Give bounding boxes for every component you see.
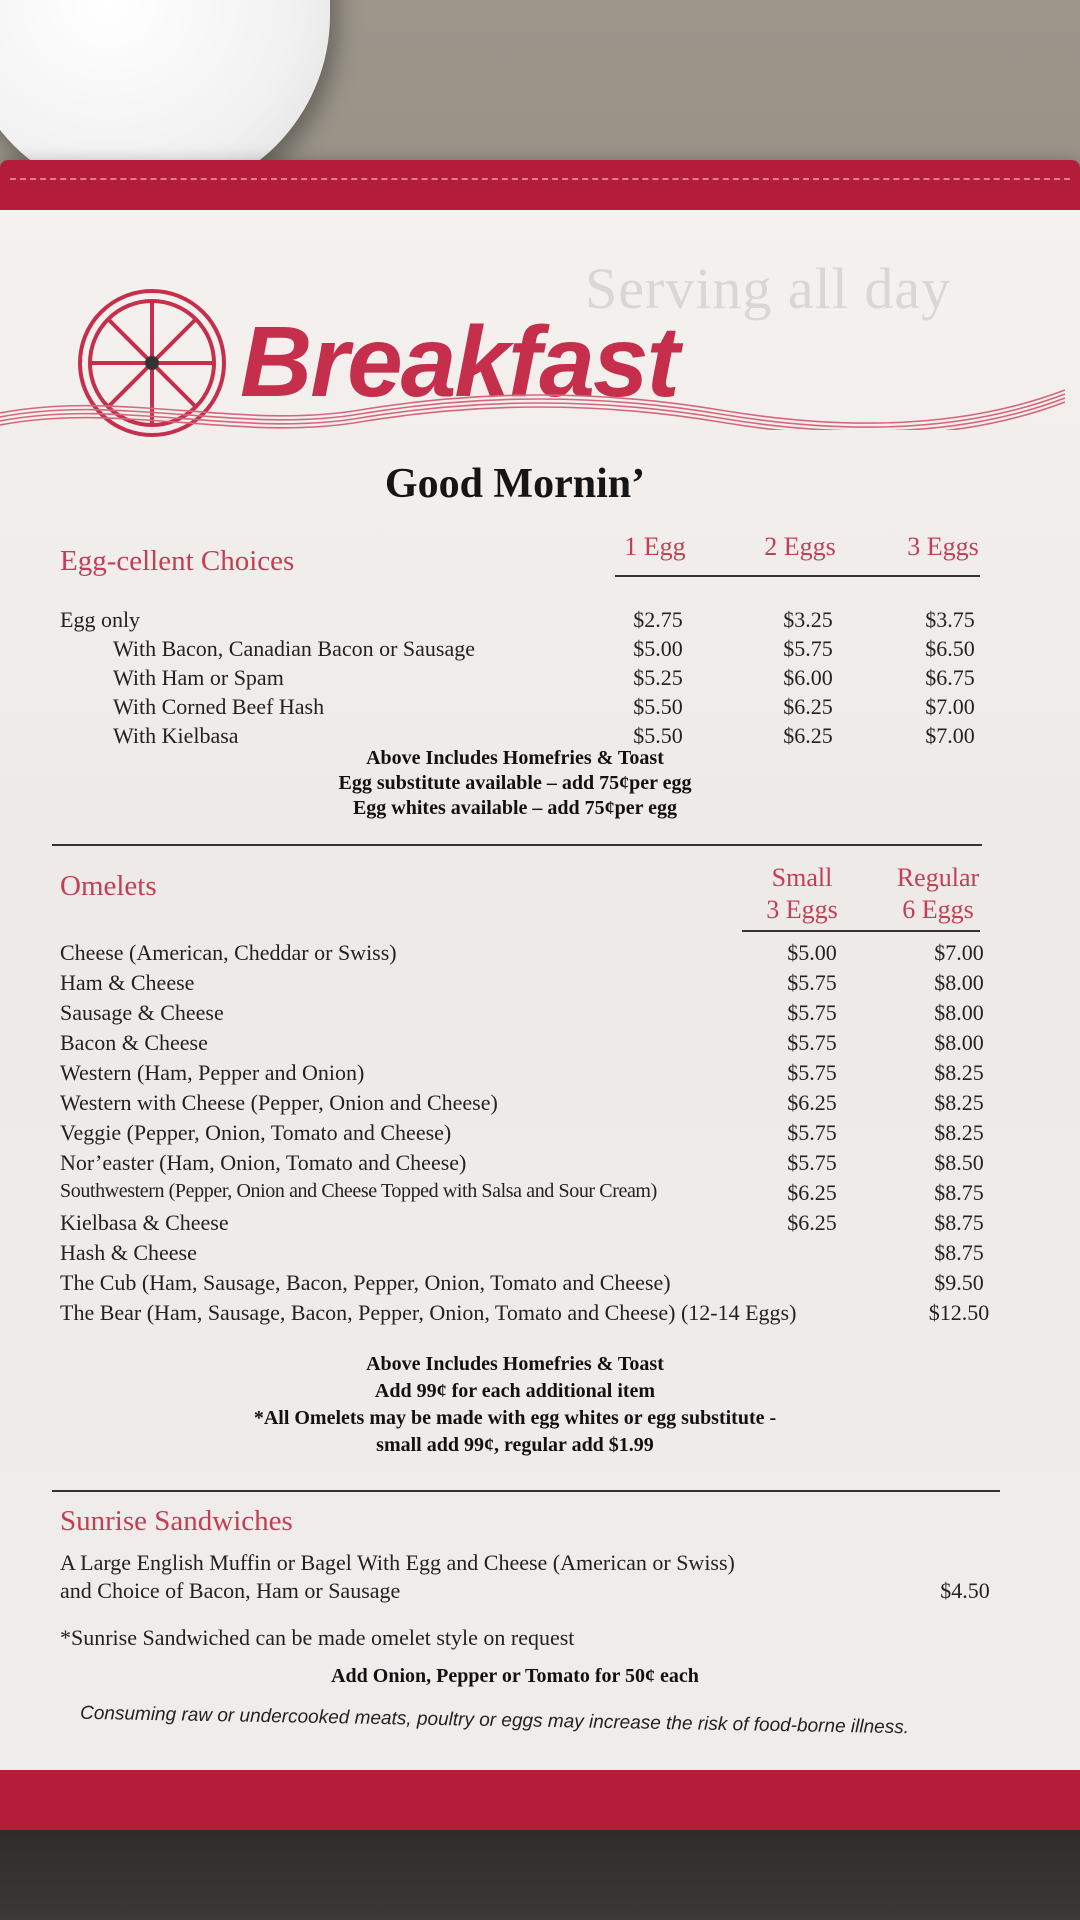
wave-divider	[0, 385, 1065, 430]
price-3-eggs: $7.00	[925, 723, 975, 748]
item-name: Veggie (Pepper, Onion, Tomato and Cheese)	[60, 1120, 452, 1145]
price-small: $5.00	[787, 940, 837, 965]
price-3-eggs: $6.50	[925, 636, 975, 661]
item-name: Ham & Cheese	[60, 970, 195, 995]
price-regular: $8.75	[934, 1240, 984, 1265]
food-safety-disclaimer: Consuming raw or undercooked meats, poultry or eggs may increase the risk of food-borne illness.	[79, 1702, 910, 1739]
price-regular: $8.00	[934, 1000, 984, 1025]
price-regular: $8.00	[934, 970, 984, 995]
price-1-egg: $5.00	[633, 636, 683, 661]
omelet-note-additional: Add 99¢ for each additional item	[374, 1380, 656, 1402]
price-1-egg: $5.50	[633, 694, 683, 719]
item-name: Western with Cheese (Pepper, Onion and Cheese)	[60, 1090, 498, 1115]
price-small: $5.75	[787, 1030, 837, 1055]
egg-note-whites: Egg whites available – add 75¢per egg	[352, 797, 678, 819]
item-name: Cheese (American, Cheddar or Swiss)	[60, 940, 397, 965]
item-name: With Ham or Spam	[113, 665, 284, 690]
price-regular: $8.00	[934, 1030, 984, 1055]
breakfast-heading: Breakfast	[240, 306, 678, 418]
col-head-regular-eggs: 6 Eggs	[902, 895, 974, 924]
price-small: $6.25	[787, 1210, 837, 1235]
price-2-eggs: $6.25	[783, 694, 833, 719]
sandwich-description-line1: A Large English Muffin or Bagel With Egg and Cheese (American or Swiss)	[60, 1550, 735, 1575]
egg-note-homefries: Above Includes Homefries & Toast	[366, 747, 664, 769]
col-head-regular: Regular	[896, 863, 980, 892]
col-head-3-eggs: 3 Eggs	[907, 532, 979, 561]
price-small: $5.75	[787, 1060, 837, 1085]
egg-note-substitute: Egg substitute available – add 75¢per egg	[338, 772, 692, 794]
omelet-note-substitute: *All Omelets may be made with egg whites or egg substitute -	[253, 1407, 777, 1429]
col-head-small: Small	[771, 863, 833, 892]
price-1-egg: $2.75	[633, 607, 683, 632]
price-1-egg: $5.50	[633, 723, 683, 748]
item-name: Hash & Cheese	[60, 1240, 197, 1265]
omelets-section-title: Omelets	[60, 870, 157, 902]
item-name: With Corned Beef Hash	[113, 694, 325, 719]
price-3-eggs: $7.00	[925, 694, 975, 719]
item-name: With Bacon, Canadian Bacon or Sausage	[113, 636, 476, 661]
egg-header-rule	[615, 575, 980, 577]
col-head-small-eggs: 3 Eggs	[766, 895, 838, 924]
price-regular: $8.75	[934, 1180, 984, 1205]
serving-all-day-text: Serving all day	[585, 256, 952, 321]
price-regular: $9.50	[934, 1270, 984, 1295]
binder-stitch-top	[10, 178, 1070, 180]
item-name: With Kielbasa	[113, 723, 239, 748]
section-divider	[52, 844, 982, 846]
sandwiches-section-title: Sunrise Sandwiches	[60, 1505, 293, 1537]
price-small: $5.75	[787, 970, 837, 995]
omelet-header-rule	[742, 930, 980, 932]
omelet-note-pricing: small add 99¢, regular add $1.99	[376, 1434, 654, 1456]
item-name: The Cub (Ham, Sausage, Bacon, Pepper, Onion, Tomato and Cheese)	[60, 1270, 671, 1295]
good-mornin-title: Good Mornin’	[384, 461, 646, 507]
item-name: Egg only	[60, 607, 141, 632]
price-small: $5.75	[787, 1150, 837, 1175]
price-2-eggs: $3.25	[783, 607, 833, 632]
col-head-2-eggs: 2 Eggs	[764, 532, 836, 561]
sandwich-addon-note: Add Onion, Pepper or Tomato for 50¢ each	[331, 1665, 699, 1687]
price-regular: $8.25	[934, 1090, 984, 1115]
price-regular: $8.25	[934, 1120, 984, 1145]
price-2-eggs: $5.75	[783, 636, 833, 661]
price-regular: $8.50	[934, 1150, 984, 1175]
price-small: $5.75	[787, 1120, 837, 1145]
item-name: Western (Ham, Pepper and Onion)	[60, 1060, 365, 1085]
section-divider	[52, 1490, 1000, 1492]
price-2-eggs: $6.00	[783, 665, 833, 690]
price-regular: $8.25	[934, 1060, 984, 1085]
item-name: Nor’easter (Ham, Onion, Tomato and Cheese)	[60, 1150, 467, 1175]
item-name: Southwestern (Pepper, Onion and Cheese Topped with Salsa and Sour Cream)	[60, 1180, 657, 1202]
item-name: Sausage & Cheese	[60, 1000, 224, 1025]
price-small: $6.25	[787, 1180, 837, 1205]
price-regular: $7.00	[934, 940, 984, 965]
sandwich-price: $4.50	[940, 1578, 990, 1603]
sandwich-description-line2: and Choice of Bacon, Ham or Sausage	[60, 1578, 401, 1603]
price-small: $5.75	[787, 1000, 837, 1025]
col-head-1-egg: 1 Egg	[624, 532, 686, 561]
menu-page	[0, 210, 1080, 1770]
item-name: Bacon & Cheese	[60, 1030, 208, 1055]
price-3-eggs: $6.75	[925, 665, 975, 690]
item-name: Kielbasa & Cheese	[60, 1210, 229, 1235]
price-2-eggs: $6.25	[783, 723, 833, 748]
price-small: $6.25	[787, 1090, 837, 1115]
item-name: The Bear (Ham, Sausage, Bacon, Pepper, Onion, Tomato and Cheese) (12-14 Eggs)	[60, 1300, 797, 1325]
price-regular: $8.75	[934, 1210, 984, 1235]
price-regular: $12.50	[928, 1300, 990, 1325]
table-shadow-bottom	[0, 1830, 1080, 1920]
omelet-note-homefries: Above Includes Homefries & Toast	[366, 1353, 664, 1375]
egg-section-title: Egg-cellent Choices	[60, 545, 295, 577]
sandwich-omelet-style-note: *Sunrise Sandwiched can be made omelet style on request	[60, 1625, 575, 1650]
price-1-egg: $5.25	[633, 665, 683, 690]
price-3-eggs: $3.75	[925, 607, 975, 632]
